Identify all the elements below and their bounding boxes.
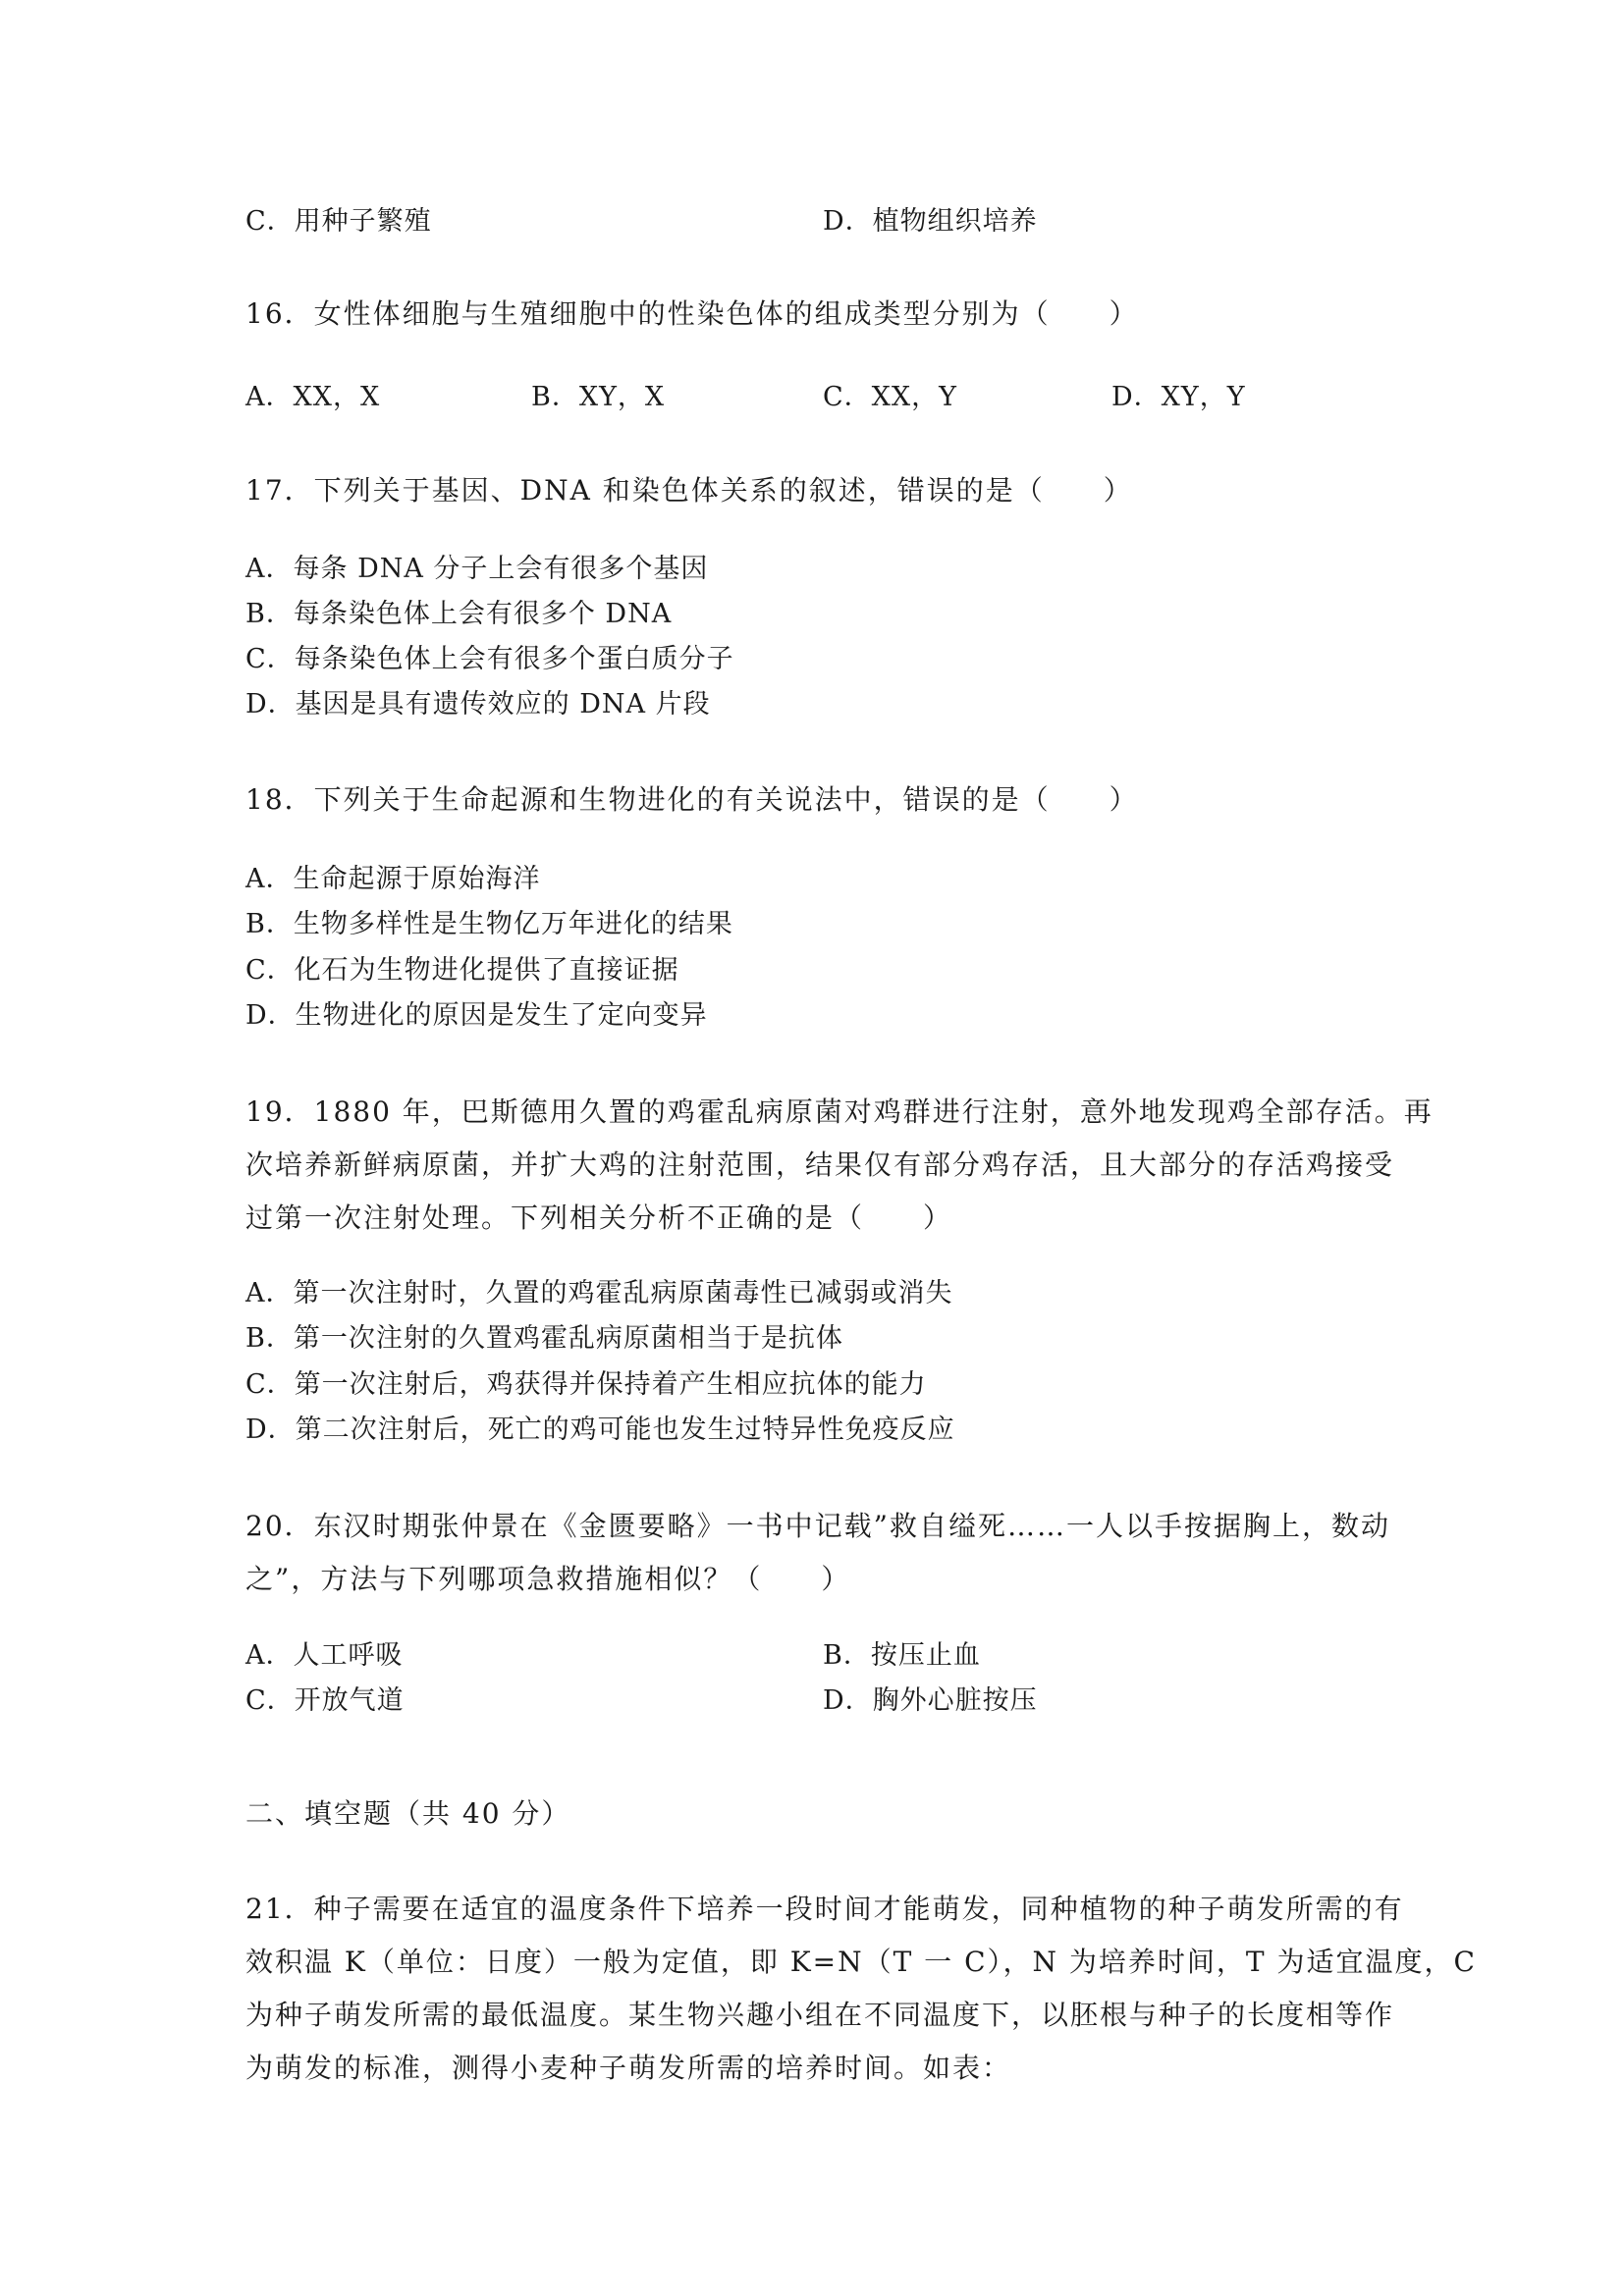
q20-stem-line-2: 之”，方法与下列哪项急救措施相似？（ ） — [245, 1563, 851, 1595]
q17-option-d: D．基因是具有遗传效应的 DNA 片段 — [245, 689, 711, 720]
q15-option-c: C．用种子繁殖 — [245, 206, 432, 237]
q20-option-b: B．按压止血 — [823, 1640, 981, 1671]
q21-stem-line-1: 21．种子需要在适宜的温度条件下培养一段时间才能萌发，同种植物的种子萌发所需的有 — [245, 1893, 1404, 1925]
q18-stem: 18．下列关于生命起源和生物进化的有关说法中，错误的是（ ） — [245, 783, 1139, 816]
q19-stem-line-2: 次培养新鲜病原菌，并扩大鸡的注射范围，结果仅有部分鸡存活，且大部分的存活鸡接受 — [245, 1148, 1395, 1181]
q17-option-b: B．每条染色体上会有很多个 DNA — [245, 599, 673, 629]
q20-option-c: C．开放气道 — [245, 1685, 405, 1716]
q21-stem-line-3: 为种子萌发所需的最低温度。某生物兴趣小组在不同温度下，以胚根与种子的长度相等作 — [245, 1999, 1395, 2031]
q20-option-a: A．人工呼吸 — [245, 1640, 404, 1671]
q16-option-d: D．XY，Y — [1111, 382, 1246, 412]
q16-option-c: C．XX，Y — [823, 382, 957, 412]
q16-option-b: B．XY，X — [531, 382, 666, 412]
q20-stem-line-1: 20．东汉时期张仲景在《金匮要略》一书中记载”救自缢死……一人以手按据胸上，数动 — [245, 1510, 1390, 1542]
q16-stem: 16．女性体细胞与生殖细胞中的性染色体的组成类型分别为（ ） — [245, 297, 1139, 330]
q19-option-a: A．第一次注射时，久置的鸡霍乱病原菌毒性已减弱或消失 — [245, 1278, 953, 1308]
q20-option-d: D．胸外心脏按压 — [823, 1685, 1038, 1716]
q18-option-d: D．生物进化的原因是发生了定向变异 — [245, 1000, 708, 1031]
q19-stem-line-1: 19．1880 年，巴斯德用久置的鸡霍乱病原菌对鸡群进行注射，意外地发现鸡全部存活。再 — [245, 1095, 1434, 1128]
q19-option-c: C．第一次注射后，鸡获得并保持着产生相应抗体的能力 — [245, 1369, 927, 1400]
q17-option-c: C．每条染色体上会有很多个蛋白质分子 — [245, 644, 734, 674]
q19-option-b: B．第一次注射的久置鸡霍乱病原菌相当于是抗体 — [245, 1323, 843, 1354]
q18-option-c: C．化石为生物进化提供了直接证据 — [245, 955, 679, 986]
q19-option-d: D．第二次注射后，死亡的鸡可能也发生过特异性免疫反应 — [245, 1415, 955, 1445]
section-2-title: 二、填空题（共 40 分） — [245, 1797, 571, 1830]
q21-stem-line-4: 为萌发的标准，测得小麦种子萌发所需的培养时间。如表： — [245, 2052, 1012, 2084]
q21-stem-line-2: 效积温 K（单位：日度）一般为定值，即 K=N（T 一 C），N 为培养时间，T 为适宜温度，C — [245, 1946, 1477, 1978]
q15-option-d: D．植物组织培养 — [823, 206, 1038, 237]
q18-option-a: A．生命起源于原始海洋 — [245, 864, 541, 894]
q18-option-b: B．生物多样性是生物亿万年进化的结果 — [245, 909, 733, 939]
q16-option-a: A．XX，X — [245, 382, 381, 412]
q17-stem: 17．下列关于基因、DNA 和染色体关系的叙述，错误的是（ ） — [245, 474, 1133, 507]
q19-stem-line-3: 过第一次注射处理。下列相关分析不正确的是（ ） — [245, 1201, 953, 1234]
q17-option-a: A．每条 DNA 分子上会有很多个基因 — [245, 554, 709, 584]
